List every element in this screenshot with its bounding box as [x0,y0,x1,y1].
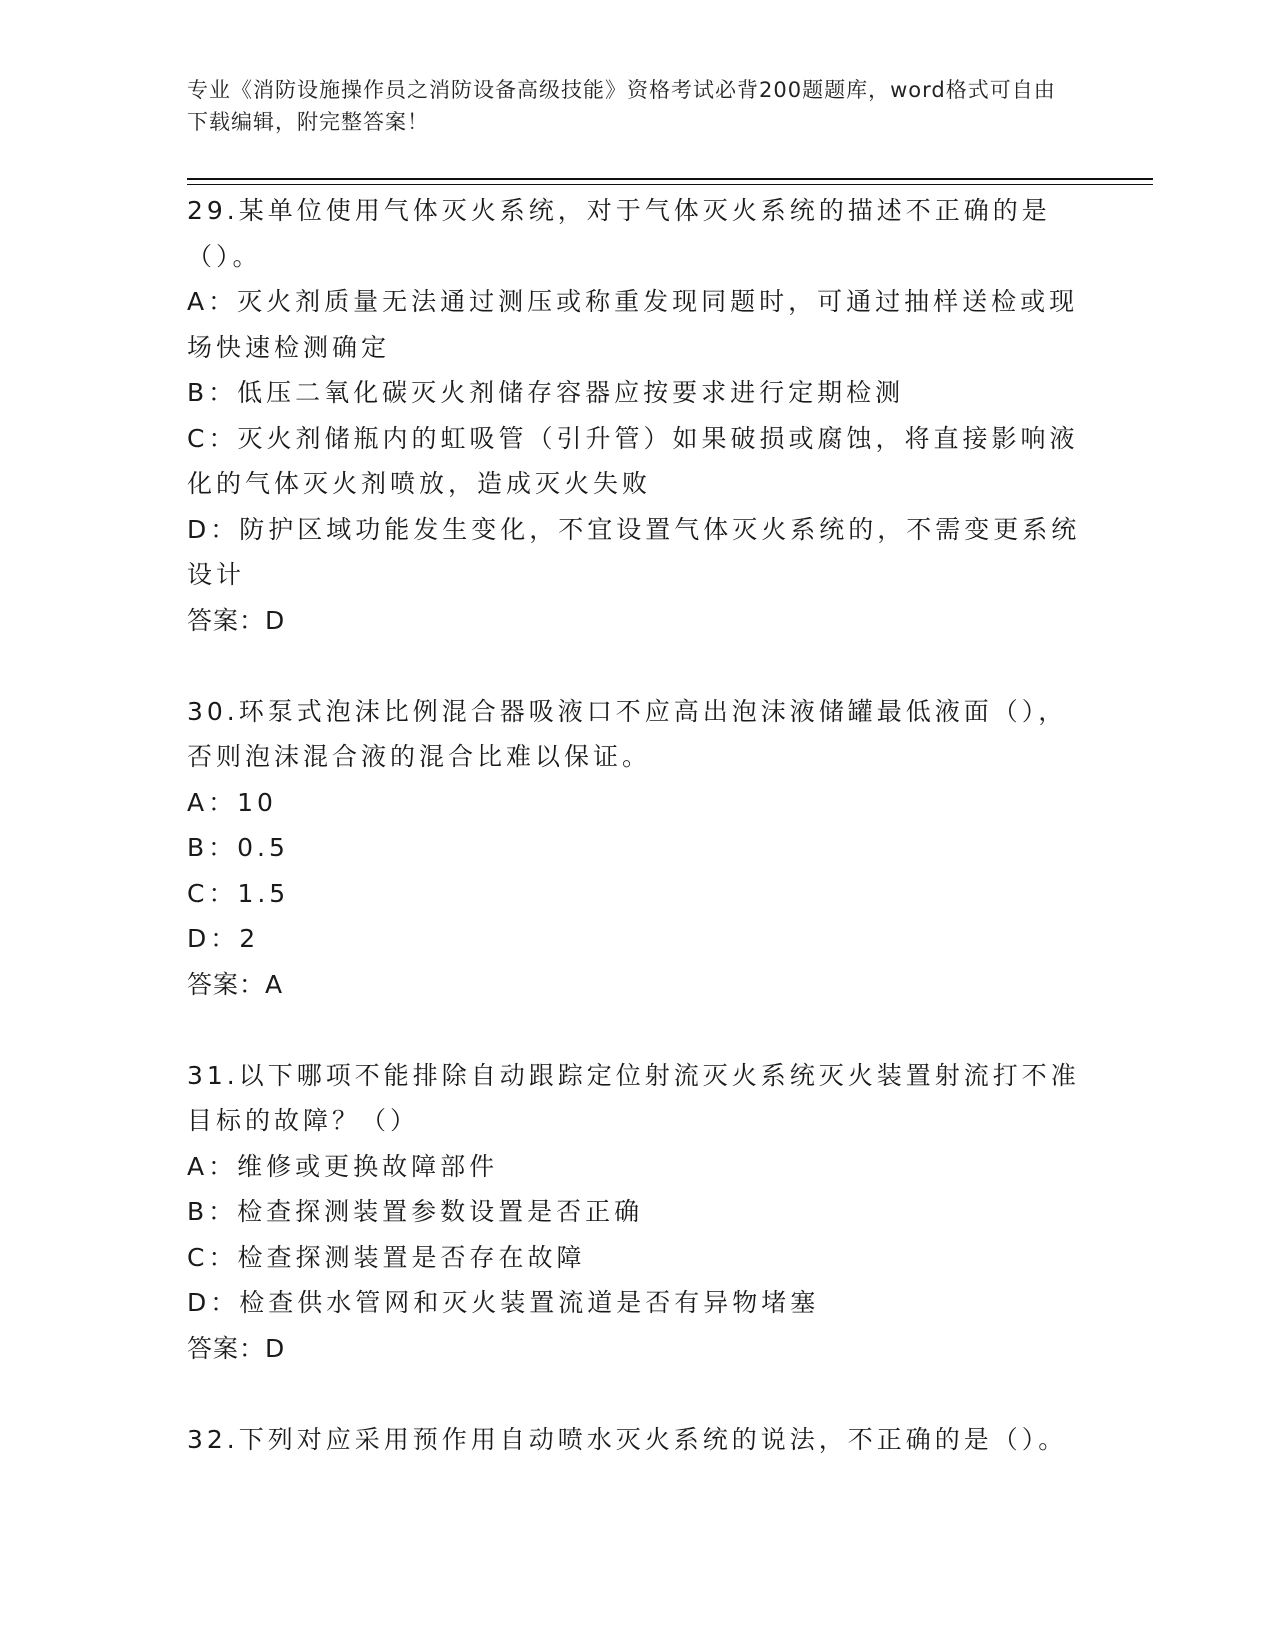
question-stem: 31.以下哪项不能排除自动跟踪定位射流灭火系统灭火装置射流打不准目标的故障？（） [187,1060,1080,1135]
question-29 [187,188,1087,643]
question-stem: 30.环泵式泡沫比例混合器吸液口不应高出泡沫液储罐最低液面（），否则泡沫混合液的混合比难以保证。 [187,696,1068,771]
spacer [187,643,1087,689]
answer: 答案：D [187,605,286,635]
option-a: A：灭火剂质量无法通过测压或称重发现同题时，可通过抽样送检或现场快速检测确定 [187,287,1079,362]
option-b: B：0.5 [187,833,289,862]
header-rule-thick [187,178,1153,180]
header-rule-thin [187,184,1153,185]
option-a: A：维修或更换故障部件 [187,1151,499,1181]
question-30 [187,689,1087,1008]
document-header: 专业《消防设施操作员之消防设备高级技能》资格考试必背200题题库，word格式可自由下载编辑，附完整答案！ [187,78,1056,134]
question-stem: 32.下列对应采用预作用自动喷水灭火系统的说法，不正确的是（）。 [187,1424,1068,1454]
question-stem: 29.某单位使用气体灭火系统，对于气体灭火系统的描述不正确的是（）。 [187,196,1051,271]
option-d: D：防护区域功能发生变化，不宜设置气体灭火系统的，不需变更系统设计 [187,514,1081,589]
option-c: C：灭火剂储瓶内的虹吸管（引升管）如果破损或腐蚀，将直接影响液化的气体灭火剂喷放，造成灭火失败 [187,423,1079,498]
option-b: B：低压二氧化碳灭火剂储存容器应按要求进行定期检测 [187,378,905,407]
answer: 答案：A [187,969,284,999]
option-b: B：检查探测装置参数设置是否正确 [187,1197,644,1226]
option-a: A：10 [187,787,277,817]
spacer [187,1371,1087,1417]
option-d: D：检查供水管网和灭火装置流道是否有异物堵塞 [187,1288,820,1317]
question-list [187,188,1087,1462]
option-c: C：检查探测装置是否存在故障 [187,1242,586,1272]
answer: 答案：D [187,1333,286,1363]
spacer [187,1007,1087,1053]
option-d: D：2 [187,924,260,953]
question-31 [187,1053,1087,1372]
question-32 [187,1417,1087,1463]
option-c: C：1.5 [187,878,290,908]
